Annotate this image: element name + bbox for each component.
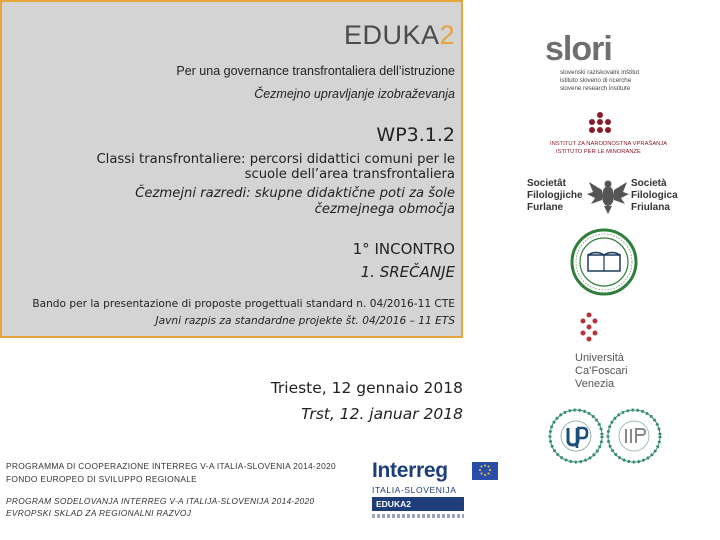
foscari-line-2: Ca’Foscari: [575, 365, 628, 377]
slori-line-3: slovene research institute: [560, 85, 631, 92]
slori-line-2: istituto sloveno di ricerche: [560, 77, 632, 84]
sff-right-3: Friulana: [631, 202, 670, 213]
subtitle-it: Per una governance transfrontaliera dell’istruzione: [176, 64, 455, 78]
subtitle-sl: Čezmejno upravljanje izobraževanja: [254, 87, 455, 101]
institute-line-2: ISTITUTO PER LE MINORANZE: [556, 149, 641, 155]
sff-right-1: Società: [631, 178, 667, 189]
programme-it-1: PROGRAMMA DI COOPERAZIONE INTERREG V-A ITALIA-SLOVENIA 2014-2020: [6, 461, 336, 471]
programme-sl-1: PROGRAM SODELOVANJA INTERREG V-A ITALIJA-SLOVENIJA 2014-2020: [6, 496, 315, 506]
interreg-countries: ITALIA-SLOVENIJA: [372, 485, 457, 495]
sff-logo: [527, 176, 697, 218]
title-panel: [0, 0, 463, 338]
project-brand: [344, 20, 455, 51]
wp-desc-it-2: scuole dell’area transfrontaliera: [244, 167, 455, 182]
badge-footnote-line: [372, 514, 464, 518]
brand-main: EDUKA: [343, 20, 440, 50]
wp-desc-it-1: Classi transfrontaliere: percorsi didattici comuni per le: [96, 152, 455, 167]
interreg-wordmark: Interreg: [372, 459, 448, 482]
programme-it-2: FONDO EUROPEO DI SVILUPPO REGIONALE: [6, 474, 198, 484]
up-university-seal: [548, 408, 604, 464]
interreg-logo: [372, 459, 502, 523]
eu-flag-icon: [472, 462, 498, 480]
brand-accent: 2: [439, 20, 455, 50]
ca-foscari-logo: [575, 312, 655, 392]
partner-university-seal: [606, 408, 662, 464]
meeting-it: 1° INCONTRO: [352, 240, 455, 258]
sff-left-1: Societât: [527, 178, 566, 189]
minorities-institute-logo: [550, 112, 670, 162]
wp-desc-sl-1: Čezmejni razredi: skupne didaktične poti za šole: [135, 186, 455, 201]
institute-emblem-icon: [588, 112, 612, 136]
sff-left-2: Filologjiche: [527, 190, 583, 201]
call-sl: Javni razpis za standardne projekte št. 04/2016 – 11 ETS: [155, 315, 455, 327]
foscari-emblem-icon: [577, 312, 601, 346]
project-badge: [372, 497, 464, 511]
date-sl: Trst, 12. januar 2018: [301, 405, 463, 423]
foscari-line-1: Università: [575, 352, 624, 364]
school-seal-logo: [570, 228, 638, 296]
meeting-sl: 1. SREČANJE: [360, 263, 455, 281]
eagle-icon: [587, 176, 629, 216]
date-it: Trieste, 12 gennaio 2018: [270, 379, 463, 397]
wp-desc-sl-2: čezmejnega območja: [314, 202, 455, 217]
slori-wordmark: slori: [545, 30, 612, 68]
sff-left-3: Furlane: [527, 202, 564, 213]
slori-logo: [545, 30, 665, 96]
programme-sl-2: EVROPSKI SKLAD ZA REGIONALNI RAZVOJ: [6, 508, 192, 518]
call-it: Bando per la presentazione di proposte progettuali standard n. 04/2016-11 CTE: [32, 298, 455, 310]
work-package-code: WP3.1.2: [376, 124, 455, 146]
project-badge-label: EDUKA2: [376, 499, 411, 509]
slori-line-1: slovenski raziskovalni inštitut: [560, 69, 640, 76]
sff-right-2: Filologica: [631, 190, 678, 201]
institute-line-1: INSTITUT ZA NARODNOSTNA VPRAŠANJA: [550, 141, 668, 147]
foscari-line-3: Venezia: [575, 378, 615, 390]
